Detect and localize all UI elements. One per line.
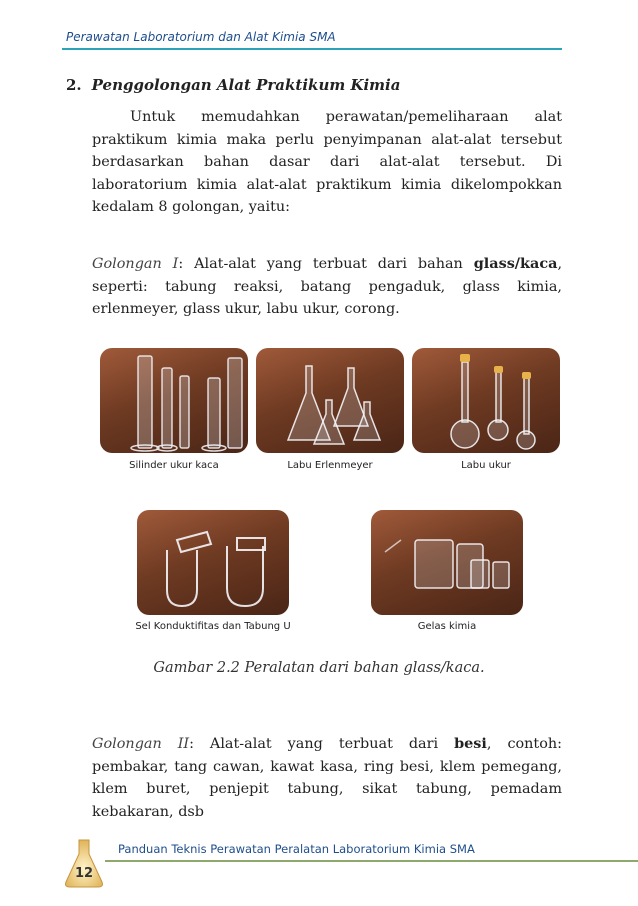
- caption-silinder: Silinder ukur kaca: [129, 460, 219, 471]
- golongan-1-text: : Alat-alat yang terbuat dari bahan: [178, 256, 474, 272]
- section-heading: [66, 76, 400, 94]
- header-rule: [62, 48, 562, 50]
- photo-sel-konduktifitas: [137, 510, 289, 615]
- golongan-2-material: besi: [454, 735, 487, 752]
- golongan-1-text-rest: , seperti: tabung reaksi, batang pengaduk, glass kimia, erlenmeyer, glass ukur, labu ukur, corong.: [92, 256, 563, 317]
- golongan-1-paragraph: [92, 253, 562, 321]
- running-header: Perawatan Laboratorium dan Alat Kimia SMA: [66, 30, 336, 44]
- section-number: 2.: [66, 76, 82, 94]
- section-title: Penggolongan Alat Praktikum Kimia: [91, 76, 401, 94]
- golongan-2-paragraph: [92, 733, 562, 823]
- photo-labu-erlenmeyer: [256, 348, 404, 453]
- golongan-2-text: : Alat-alat yang terbuat dari: [189, 736, 455, 752]
- figure-caption: Gambar 2.2 Peralatan dari bahan glass/kaca.: [153, 660, 485, 676]
- photo-labu-ukur: [412, 348, 560, 453]
- footer-rule: [105, 860, 638, 862]
- golongan-2-text-rest: , contoh: pembakar, tang cawan, kawat kasa, ring besi, klem pemegang, klem buret, penjepit tabung, sikat tabung, pemadam kebakaran, dsb: [92, 736, 562, 820]
- caption-sel-konduktifitas: Sel Konduktifitas dan Tabung U: [135, 621, 291, 632]
- footer-title: Panduan Teknis Perawatan Peralatan Laboratorium Kimia SMA: [118, 842, 475, 856]
- photo-gelas-kimia: [371, 510, 523, 615]
- caption-labu-ukur: Labu ukur: [461, 460, 511, 471]
- photo-silinder-ukur: [100, 348, 248, 453]
- intro-paragraph: Untuk memudahkan perawatan/pemeliharaan alat praktikum kimia maka perlu penyimpanan alat-alat tersebut berdasarkan bahan dasar dari alat-alat tersebut. Di laboratorium kimia alat-alat praktikum kimia dikelompokkan kedalam 8 golongan, yaitu:: [92, 109, 562, 215]
- golongan-1-material: glass/kaca: [473, 255, 558, 272]
- caption-erlenmeyer: Labu Erlenmeyer: [287, 460, 373, 471]
- page-number: 12: [74, 866, 94, 881]
- caption-gelas-kimia: Gelas kimia: [417, 621, 477, 632]
- golongan-2-label: Golongan II: [92, 736, 190, 752]
- golongan-1-label: Golongan I: [92, 256, 179, 272]
